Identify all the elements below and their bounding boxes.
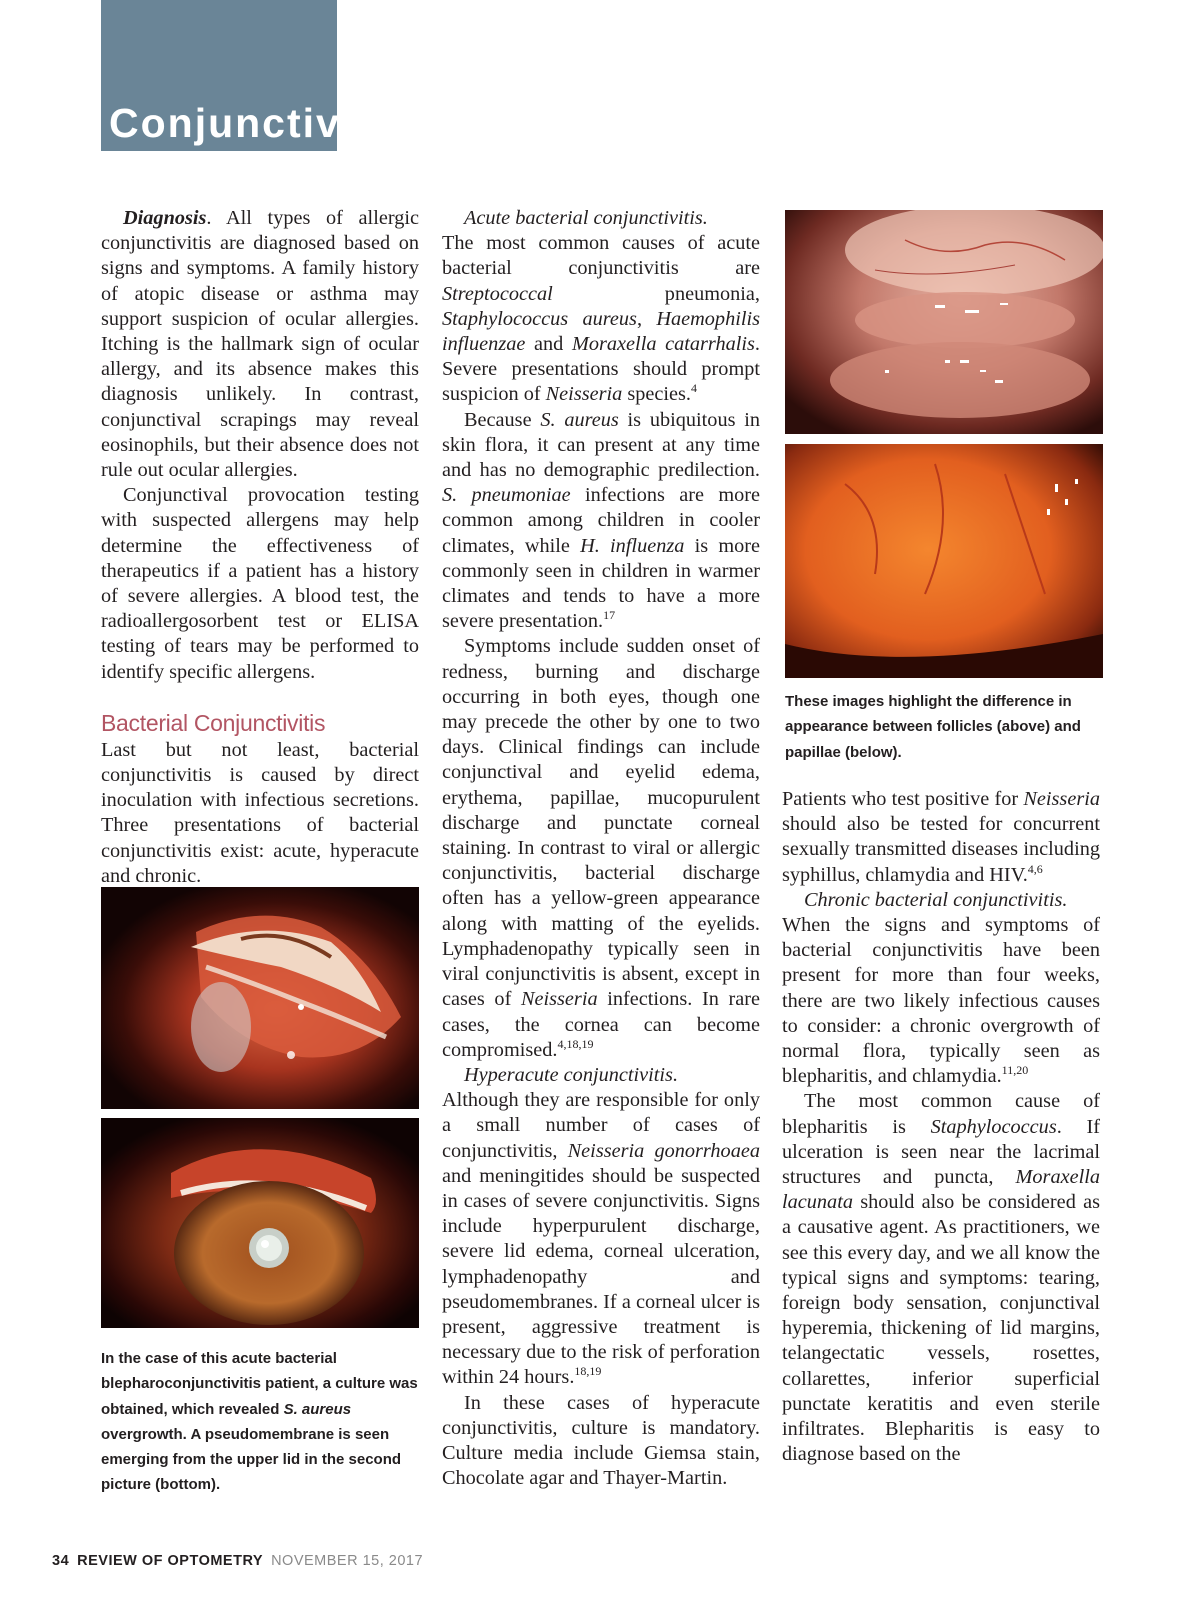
paragraph: In these cases of hyperacute conjunctivitis, culture is mandatory. Culture media include Giemsa stain, Chocolate agar and Thayer-Martin. xyxy=(442,1391,760,1490)
magazine-name: REVIEW OF OPTOMETRY xyxy=(77,1553,264,1569)
caption-left: In the case of this acute bacterial blepharoconjunctivitis patient, a culture was obtained, which revealed S. aureus overgrowth. A pseudomembrane is seen emerging from the upper lid in the second picture (bottom). xyxy=(101,1350,418,1494)
caption-right: These images highlight the difference in appearance between follicles (above) and papillae (below). xyxy=(785,693,1081,761)
column-3 xyxy=(782,787,1100,1467)
paragraph: Hyperacute conjunctivitis. Although they are responsible for only a small number of cases of conjunctivitis, Neisseria gonorrhoaea and meningitides should be suspected in cases of severe conjunctivitis. Signs include hyperpurulent discharge, severe lid edema, corneal ulceration, lymphadenopathy and pseudomembranes. If a corneal ulcer is present, aggressive treatment is necessary due to the risk of perforation within 24 hours.$^{18,19}$ xyxy=(442,1063,760,1389)
section-tab xyxy=(101,0,366,151)
column-1 xyxy=(101,206,419,889)
paragraph: Conjunctival provocation testing with suspected allergens may help determine the effectiveness of therapeutics if a patient has a history of severe allergies. A blood test, the radioallergosorbent test or ELISA testing of tears may be performed to identify specific allergens. xyxy=(101,484,419,683)
issue-date: NOVEMBER 15, 2017 xyxy=(271,1553,424,1569)
column-2 xyxy=(442,206,760,1491)
paragraph: Because S. aureus is ubiquitous in skin flora, it can present at any time and has no demographic predilection. S. pneumoniae infections are more common among children in cooler climates, while H. influenza is more commonly seen in children in warmer climates and tends to have a more severe presentation.$^{17}$ xyxy=(442,408,761,633)
section-heading: Bacterial Conjunctivitis xyxy=(101,709,326,736)
photo-follicles xyxy=(785,210,1103,434)
page-number: 34 xyxy=(52,1553,70,1569)
photo-papillae xyxy=(785,444,1103,678)
paragraph: Acute bacterial conjunctivitis. The most common causes of acute bacterial conjunctivitis are Streptococcal pneumonia, Staphylococcus aureus, Haemophilis influenzae and Moraxella catarrhalis. Severe presentations should prompt suspicion of Neisseria species.$^4$ xyxy=(442,207,761,406)
paragraph: Last but not least, bacterial conjunctivitis is caused by direct inoculation with infectious secretions. Three presentations of bacterial conjunctivitis exist: acute, hyperacute and chronic. xyxy=(101,738,419,887)
page-footer xyxy=(52,1553,423,1569)
paragraph: Diagnosis. All types of allergic conjunctivitis are diagnosed based on signs and symptoms. A family history of atopic disease or asthma may support suspicion of ocular allergies. Itching is the hallmark sign of ocular allergy, and its absence makes this diagnosis unlikely. In contrast, conjunctival scrapings may reveal eosinophils, but their absence does not rule out ocular allergies. xyxy=(101,207,419,482)
paragraph: The most common cause of blepharitis is Staphylococcus. If ulceration is seen near the lacrimal structures and puncta, Moraxella lacunata should also be considered as a causative agent. As practitioners, we see this every day, and we all know the typical signs and symptoms: tearing, foreign body sensation, conjunctival hyperemia, thickening of lid margins, telangectatic vessels, rosettes, collarettes, inferior superficial punctate keratitis and even sterile infiltrates. Blepharitis is easy to diagnose based on the xyxy=(782,1090,1101,1466)
paragraph: Patients who test positive for Neisseria should also be tested for concurrent sexually transmitted diseases including syphillus, chlamydia and HIV.$^{4,6}$ xyxy=(782,788,1100,886)
paragraph: Chronic bacterial conjunctivitis. When the signs and symptoms of bacterial conjunctivitis have been present for more than four weeks, there are two likely infectious causes to consider: a chronic overgrowth of normal flora, typically seen as blepharitis, and chlamydia.$^{11,20}$ xyxy=(782,888,1100,1088)
photo-lid-pseudomembrane-bottom xyxy=(101,1118,419,1328)
photo-lid-pseudomembrane-top xyxy=(101,887,419,1109)
section-title: Conjunctiva xyxy=(109,100,366,146)
paragraph: Symptoms include sudden onset of redness, burning and discharge occurring in both eyes, though one may precede the other by one to two days. Clinical findings can include conjunctival and eyelid edema, erythema, papillae, mucopurulent discharge and punctate corneal staining. In contrast to viral or allergic conjunctivitis, bacterial discharge often has a yellow-green appearance along with matting of the eyelids. Lymphadenopathy typically seen in viral conjunctivitis is absent, except in cases of Neisseria infections. In rare cases, the cornea can become compromised.$^{4,18,19}$ xyxy=(442,635,760,1061)
